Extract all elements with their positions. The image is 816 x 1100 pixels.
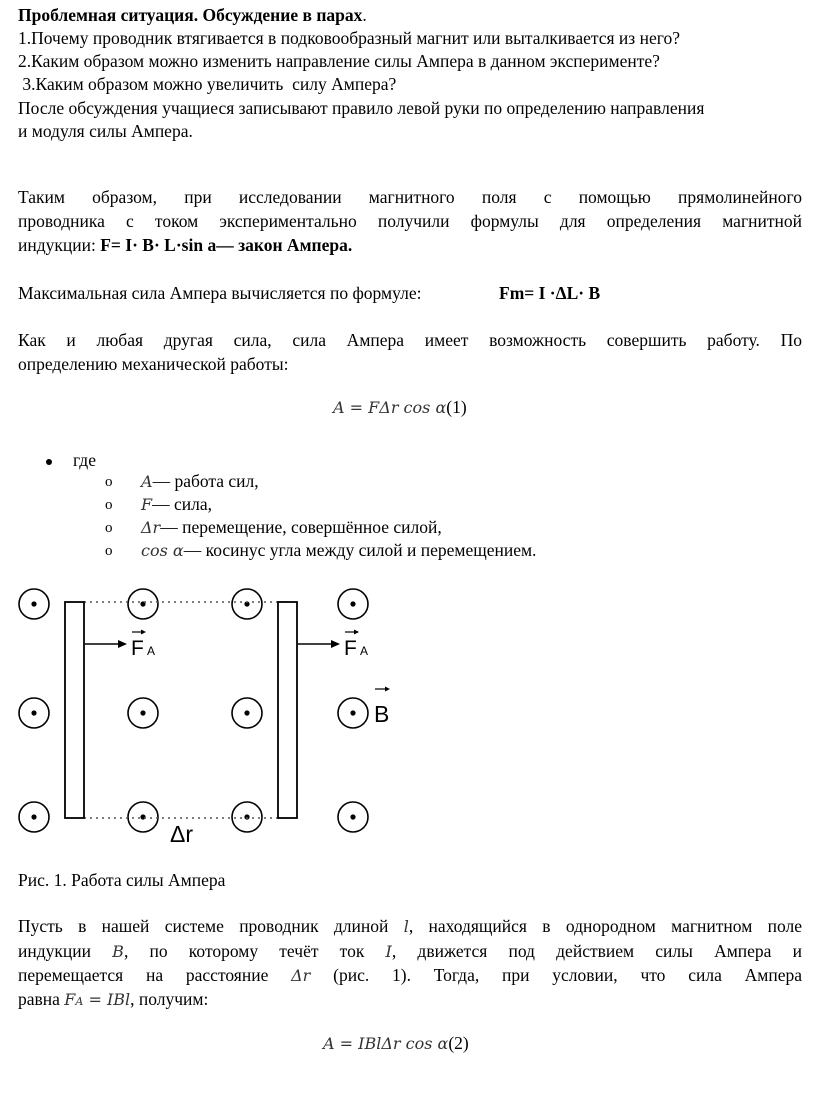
para1-line-1: Таким образом, при исследовании магнитного поля с помощью прямолинейного [18,187,802,207]
para3-line-2: определению механической работы: [18,354,289,374]
formula1-F: F [368,398,380,417]
para4-line-3 [18,964,802,987]
field-B-text: B [374,701,390,727]
displacement-label: Δr [170,821,194,842]
symbol-B: B [112,942,124,961]
where-item-2-text: — сила, [152,494,212,514]
para4-text: , по которому течёт ток [123,941,386,961]
field-B-label [374,687,390,728]
where-label: где [73,450,96,470]
para4-text: , получим: [130,989,209,1009]
question-3: 3.Каким образом можно увеличить силу Ампера? [18,74,397,94]
para4-text: равна [18,989,65,1009]
where-item-1-text: — работа сил, [152,471,259,491]
conductor-final [278,602,297,818]
max-force-formula: Fm= I ·ΔL· B [499,283,601,303]
where-item-2-symbol: F [141,495,153,514]
formula1-number: (1) [446,397,467,417]
para4-line-1 [18,915,802,938]
formula1-cos: cos [398,398,436,417]
question-1: 1.Почему проводник втягивается в подковообразный магнит или выталкивается из него? [18,28,680,48]
para4-line-2 [18,940,802,963]
formula1-eq: = [344,398,369,417]
where-item-3 [141,516,442,539]
symbol-l: l [403,917,409,936]
para4-line-4 [18,988,208,1013]
force-F-text: F [344,637,357,660]
force-label-right [344,630,368,661]
para4-text: (рис. 1). Тогда, при условии, что сила Ампера [310,965,802,985]
para1-line-3 [18,234,352,257]
para4-text: индукции [18,941,113,961]
where-item-3-text: — перемещение, совершённое силой, [160,517,442,537]
para2-text: Максимальная сила Ампера вычисляется по формуле: [18,283,422,303]
force-sub-text: A [147,644,156,658]
formula1-A: A [333,398,345,417]
para1-line3-prefix: индукции: [18,235,101,255]
symbol-I: I [385,942,392,961]
formula-2 [323,1033,469,1054]
para3-line-1: Как и любая другая сила, сила Ампера имеет возможность совершить работу. По [18,330,802,350]
figure-caption: Рис. 1. Работа силы Ампера [18,870,226,890]
symbol-F-sub: A [75,995,84,1008]
formula1-delta: Δ [379,398,391,417]
header-line [18,4,367,27]
formula2-number: (2) [448,1033,469,1053]
force-F-text: F [131,637,144,660]
formula2-expr: A = IBlΔr cos α [323,1034,449,1053]
formula1-alpha: α [435,398,447,417]
force-label-left [131,630,155,661]
para4-text: , находящийся в однородном магнитном поле [408,916,802,936]
symbol-eq: = [83,990,107,1009]
sublist-marker: o [105,543,113,559]
where-item-3-symbol: Δr [141,518,161,537]
where-item-2 [141,493,212,516]
page-title: Проблемная ситуация. Обсуждение в парах [18,5,363,25]
para4-text: перемещается на расстояние [18,965,292,985]
where-item-4-symbol: cos α [141,541,184,560]
para4-text: Пусть в нашей системе проводник длиной [18,916,404,936]
after-discussion-line-2: и модуля силы Ампера. [18,121,193,141]
para4-text: , движется под действием силы Ампера и [391,941,802,961]
formula-1 [333,397,467,418]
question-2: 2.Каким образом можно изменить направление силы Ампера в данном эксперименте? [18,51,660,71]
para1-line-2: проводника с током экспериментально получили формулы для определения магнитной [18,211,802,231]
where-item-4 [141,539,536,562]
sublist-marker: o [105,497,113,513]
conductor-initial [65,602,84,818]
where-item-4-text: — косинус угла между силой и перемещением. [183,540,537,560]
where-item-1 [141,470,259,493]
symbol-IBl: IBl [106,990,131,1009]
bullet-icon [46,459,52,465]
formula1-r: r [390,398,399,417]
force-sub-text: A [360,644,369,658]
title-period: . [362,5,367,25]
sublist-marker: o [105,520,113,536]
where-item-1-symbol: A [141,472,153,491]
ampere-work-figure [10,572,410,842]
sublist-marker: o [105,474,113,490]
ampere-law-formula: F= I· B· L·sin a— закон Ампера. [100,235,353,255]
symbol-delta-r: Δr [291,966,311,985]
after-discussion-line-1: После обсуждения учащиеся записывают правило левой руки по определению направления [18,98,705,118]
symbol-F: F [64,990,76,1009]
